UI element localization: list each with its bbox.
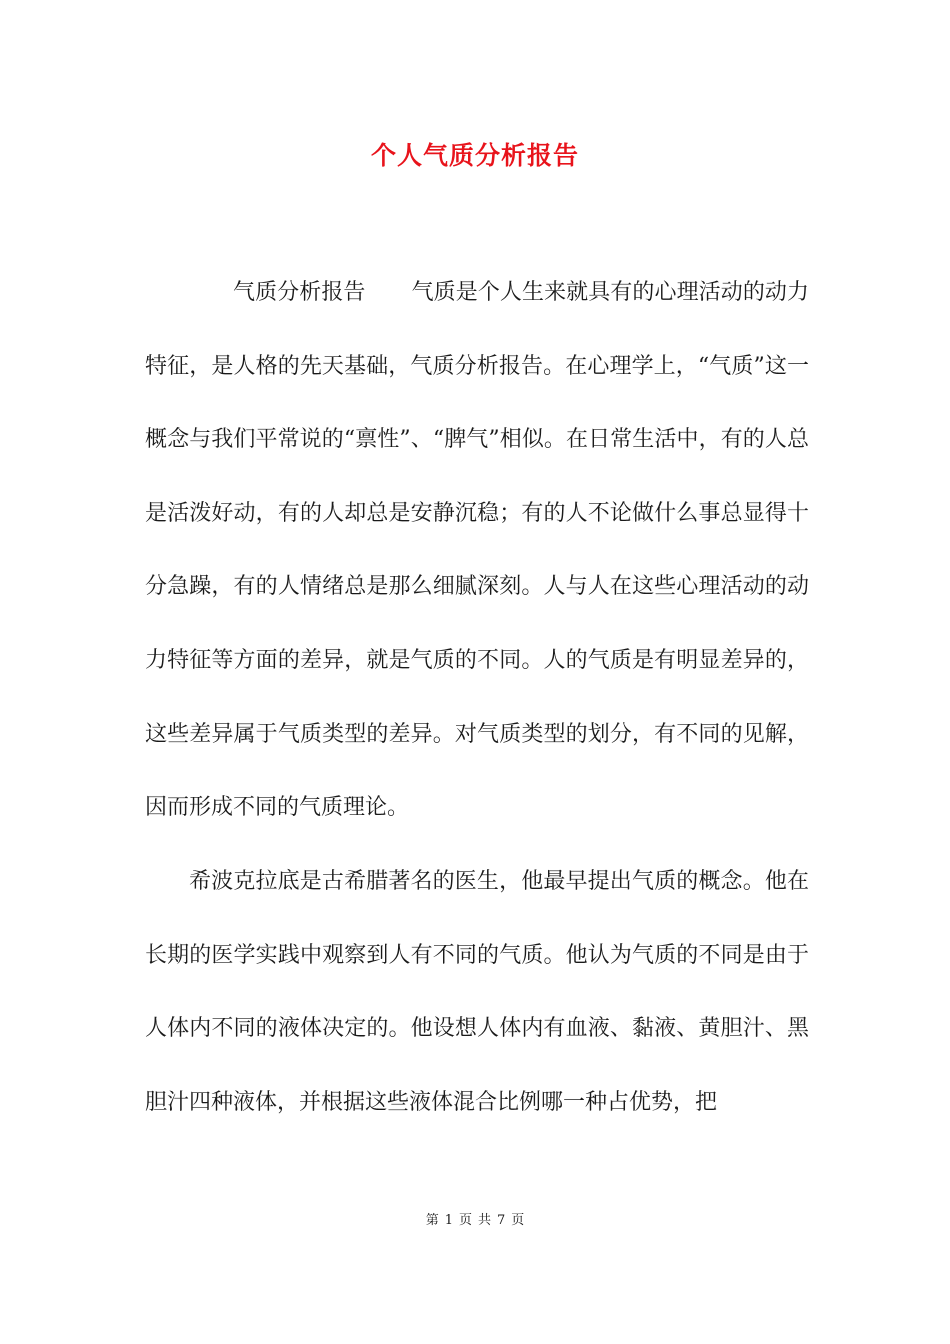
footer-current-page: 1 [444, 1213, 453, 1228]
footer-page-word: 页 [458, 1213, 472, 1228]
paragraph-2: 希波克拉底是古希腊著名的医生，他最早提出气质的概念。他在长期的医学实践中观察到人有不同的气质。他认为气质的不同是由于人体内不同的液体决定的。他设想人体内有血液、黏液、黄胆汁、黑胆汁四种液体，并根据这些液体混合比例哪一种占优势，把 [145, 869, 809, 1115]
footer-suffix: 页 [511, 1213, 525, 1228]
paragraph-1-lead: 气质分析报告 [233, 280, 366, 305]
document-title: 个人气质分析报告 [370, 141, 579, 170]
paragraph-1-body: 气质是个人生来就具有的心理活动的动力特征，是人格的先天基础，气质分析报告。在心理学上，“气质”这一概念与我们平常说的“禀性”、“脾气”相似。在日常生活中，有的人总是活泼好动，有的人却总是安静沉稳；有的人不论做什么事总显得十分急躁，有的人情绪总是那么细腻深刻。人与人在这些心理活动的动力特征等方面的差异，就是气质的不同。人的气质是有明显差异的，这些差异属于气质类型的差异。对气质类型的划分，有不同的见解，因而形成不同的气质理论。 [145, 280, 809, 821]
footer-total-pages: 7 [497, 1213, 506, 1228]
paragraph-1 [145, 256, 809, 845]
page-footer [0, 1209, 950, 1228]
footer-total-prefix: 共 [478, 1213, 492, 1228]
footer-prefix: 第 [425, 1213, 439, 1228]
